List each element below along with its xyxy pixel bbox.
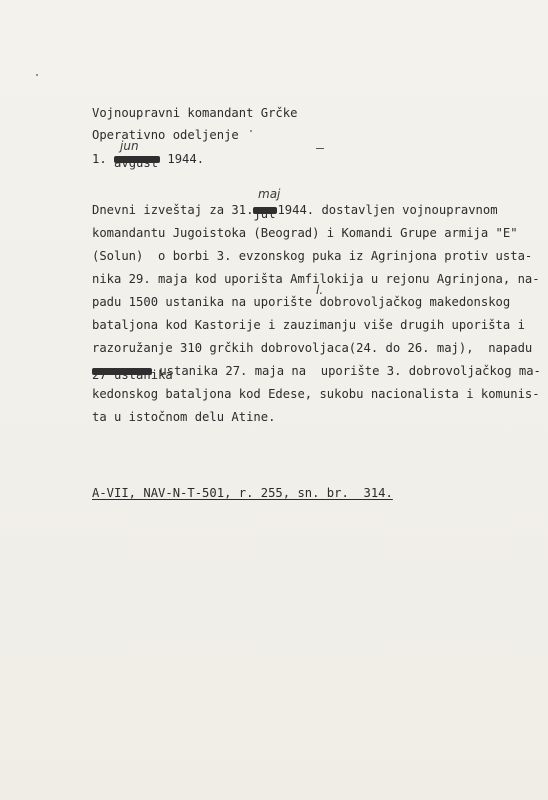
body-line-10: ta u istočnom delu Atine. [92,410,276,424]
date-correction: jun [120,139,139,153]
archive-reference: A-VII, NAV-N-T-501, r. 255, sn. br. 314. [92,486,393,500]
body-line-4: nika 29. maja kod uporišta Amfilokija u rejonu Agrinjona, na- [92,272,540,286]
body-line-1 [92,203,498,221]
document-date [92,152,205,170]
body-line-5: padu 1500 ustanika na uporište dobrovoljačkog makedonskog [92,295,511,309]
issuing-authority: Vojnoupravni komandant Grčke [92,106,298,120]
body-line-7: razoružanje 310 grčkih dobrovoljaca(24. do 26. maj), napadu [92,341,533,355]
body-line-3: (Solun) o borbi 3. evzonskog puka iz Agrinjona protiv usta- [92,249,533,263]
body-line-8-text: ustanika 27. maja na uporište 3. dobrovoljačkog ma- [152,364,541,378]
correction-maj: maj [258,187,281,201]
date-day: 1. [92,152,107,166]
body-line-1-start: Dnevni izveštaj za 31. [92,203,254,217]
stray-mark [316,148,324,149]
date-year: 1944. [167,152,205,166]
paper-speck [36,74,38,76]
correction-l: l. [316,283,324,297]
body-line-8 [92,364,541,382]
paper-speck [250,130,252,132]
body-line-9: kedonskog bataljona kod Edese, sukobu nacionalista i komunis- [92,387,540,401]
struck-month: jul [253,207,276,221]
struck-words: 27 ustanika [92,368,173,382]
body-line-2: komandantu Jugoistoka (Beograd) i Komandi Grupe armija "E" [92,226,518,240]
body-line-1-end: 1944. dostavljen vojnoupravnom [277,203,498,217]
date-struck-month: avgust [114,156,159,170]
body-line-6: bataljona kod Kastorije i zauzimanju više drugih uporišta i [92,318,525,332]
department-name: Operativno odeljenje [92,128,239,142]
